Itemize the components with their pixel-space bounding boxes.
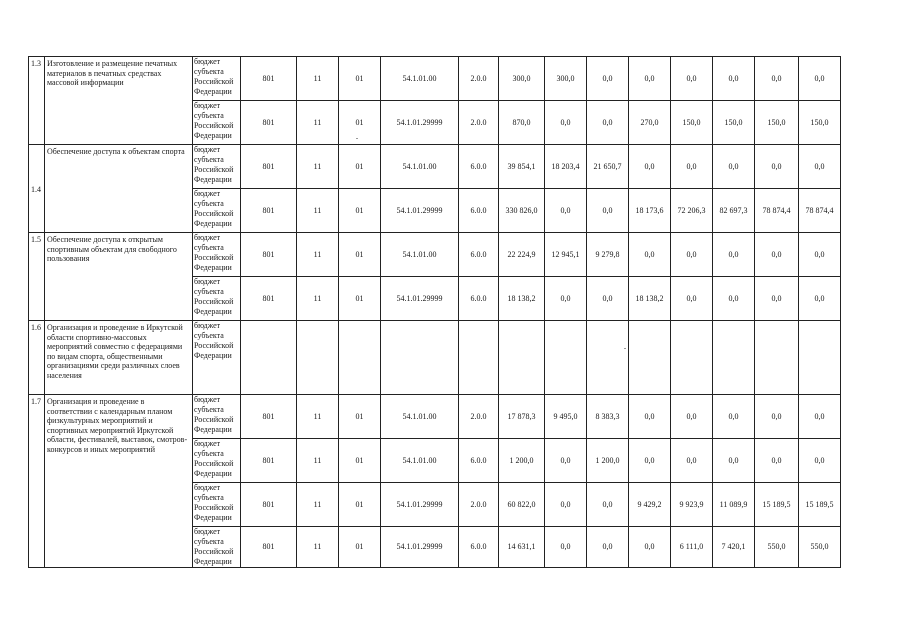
section-number: 1.6	[29, 321, 45, 395]
year-amount: 18 138,2	[629, 277, 671, 321]
target-article-code: 54.1.01.00	[381, 233, 459, 277]
total-amount: 330 826,0	[499, 189, 545, 233]
section-code: 11	[297, 145, 339, 189]
year-amount: 0,0	[629, 145, 671, 189]
section-number: 1.5	[29, 233, 45, 321]
year-amount: 0,0	[587, 527, 629, 568]
total-amount: 39 854,1	[499, 145, 545, 189]
subsection-code: 01	[339, 145, 381, 189]
year-amount: 0,0	[799, 395, 841, 439]
year-amount: 0,0	[587, 483, 629, 527]
expense-type-code: 2.0.0	[459, 483, 499, 527]
year-amount: 0,0	[713, 439, 755, 483]
year-amount: 78 874,4	[799, 189, 841, 233]
target-article-code: 54.1.01.00	[381, 439, 459, 483]
section-code: 11	[297, 439, 339, 483]
year-amount: 0,0	[713, 145, 755, 189]
target-article-code: 54.1.01.29999	[381, 277, 459, 321]
section-code	[297, 321, 339, 395]
year-amount: 72 206,3	[671, 189, 713, 233]
year-amount: 0,0	[629, 57, 671, 101]
year-amount	[671, 321, 713, 395]
year-amount: 0,0	[713, 277, 755, 321]
subsection-code: 01	[339, 439, 381, 483]
section-code: 11	[297, 395, 339, 439]
expense-type-code	[459, 321, 499, 395]
expense-type-code: 2.0.0	[459, 395, 499, 439]
year-amount: 0,0	[755, 145, 799, 189]
scan-speck	[356, 138, 358, 139]
table-row	[29, 57, 841, 101]
subsection-code: 01	[339, 57, 381, 101]
target-article-code: 54.1.01.29999	[381, 189, 459, 233]
year-amount: 0,0	[755, 439, 799, 483]
year-amount	[755, 321, 799, 395]
section-code: 11	[297, 189, 339, 233]
year-amount: 0,0	[713, 233, 755, 277]
target-article-code: 54.1.01.00	[381, 145, 459, 189]
total-amount: 14 631,1	[499, 527, 545, 568]
total-amount	[499, 321, 545, 395]
funding-source: бюджет субъекта Российской Федерации	[193, 321, 241, 395]
year-amount: 0,0	[755, 395, 799, 439]
expense-type-code: 6.0.0	[459, 189, 499, 233]
section-code: 11	[297, 101, 339, 145]
year-amount: 0,0	[545, 189, 587, 233]
section-code: 11	[297, 233, 339, 277]
section-title: Обеспечение доступа к открытым спортивным объектам для свободного пользования	[45, 233, 193, 321]
year-amount: 0,0	[799, 145, 841, 189]
year-amount	[545, 321, 587, 395]
year-amount: 1 200,0	[587, 439, 629, 483]
year-amount: 0,0	[755, 233, 799, 277]
grbs-code: 801	[241, 527, 297, 568]
year-amount: 0,0	[629, 395, 671, 439]
year-amount: 550,0	[799, 527, 841, 568]
year-amount: 0,0	[671, 395, 713, 439]
year-amount: 0,0	[799, 277, 841, 321]
year-amount: 0,0	[587, 189, 629, 233]
year-amount: 300,0	[545, 57, 587, 101]
subsection-code: 01	[339, 101, 381, 145]
table-body	[29, 57, 841, 568]
table-row	[29, 233, 841, 277]
year-amount: 21 650,7	[587, 145, 629, 189]
year-amount: 0,0	[587, 277, 629, 321]
funding-source: бюджет субъекта Российской Федерации	[193, 233, 241, 277]
table-row	[29, 321, 841, 395]
year-amount: 0,0	[671, 145, 713, 189]
total-amount: 1 200,0	[499, 439, 545, 483]
expense-type-code: 6.0.0	[459, 145, 499, 189]
grbs-code: 801	[241, 145, 297, 189]
section-number: 1.4	[29, 145, 45, 233]
year-amount: 150,0	[713, 101, 755, 145]
section-title: Организация и проведение в соответствии с календарным планом физкультурных мероприятий и спортивных мероприятий Иркутской области, фестивалей, выставок, смотров-конкурсов и иных мероприятий	[45, 395, 193, 568]
subsection-code: 01	[339, 527, 381, 568]
target-article-code: 54.1.01.00	[381, 57, 459, 101]
grbs-code: 801	[241, 395, 297, 439]
year-amount: 0,0	[629, 233, 671, 277]
expense-type-code: 6.0.0	[459, 439, 499, 483]
grbs-code: 801	[241, 277, 297, 321]
year-amount: 0,0	[545, 277, 587, 321]
year-amount: 0,0	[713, 57, 755, 101]
year-amount: 15 189,5	[755, 483, 799, 527]
year-amount: 0,0	[629, 527, 671, 568]
year-amount: 0,0	[587, 57, 629, 101]
section-code: 11	[297, 527, 339, 568]
funding-source: бюджет субъекта Российской Федерации	[193, 483, 241, 527]
year-amount: 18 173,6	[629, 189, 671, 233]
total-amount: 300,0	[499, 57, 545, 101]
funding-source: бюджет субъекта Российской Федерации	[193, 277, 241, 321]
grbs-code: 801	[241, 189, 297, 233]
year-amount: 0,0	[545, 439, 587, 483]
total-amount: 870,0	[499, 101, 545, 145]
year-amount: 9 923,9	[671, 483, 713, 527]
year-amount: 0,0	[713, 395, 755, 439]
expense-type-code: 2.0.0	[459, 101, 499, 145]
year-amount: 270,0	[629, 101, 671, 145]
year-amount: 8 383,3	[587, 395, 629, 439]
expense-type-code: 6.0.0	[459, 233, 499, 277]
section-number: 1.7	[29, 395, 45, 568]
year-amount: 11 089,9	[713, 483, 755, 527]
target-article-code	[381, 321, 459, 395]
year-amount: 9 429,2	[629, 483, 671, 527]
section-code: 11	[297, 277, 339, 321]
year-amount: 0,0	[545, 101, 587, 145]
expense-type-code: 6.0.0	[459, 277, 499, 321]
target-article-code: 54.1.01.29999	[381, 483, 459, 527]
grbs-code: 801	[241, 101, 297, 145]
funding-source: бюджет субъекта Российской Федерации	[193, 439, 241, 483]
year-amount: 150,0	[671, 101, 713, 145]
year-amount: 12 945,1	[545, 233, 587, 277]
total-amount: 17 878,3	[499, 395, 545, 439]
subsection-code: 01	[339, 395, 381, 439]
total-amount: 18 138,2	[499, 277, 545, 321]
grbs-code: 801	[241, 233, 297, 277]
grbs-code	[241, 321, 297, 395]
year-amount: 150,0	[799, 101, 841, 145]
year-amount: 82 697,3	[713, 189, 755, 233]
grbs-code: 801	[241, 57, 297, 101]
grbs-code: 801	[241, 483, 297, 527]
year-amount: 0,0	[671, 57, 713, 101]
year-amount: 0,0	[755, 277, 799, 321]
funding-source: бюджет субъекта Российской Федерации	[193, 395, 241, 439]
year-amount: 15 189,5	[799, 483, 841, 527]
budget-table	[28, 56, 841, 568]
section-code: 11	[297, 483, 339, 527]
year-amount: 0,0	[799, 233, 841, 277]
year-amount: 9 279,8	[587, 233, 629, 277]
year-amount: 18 203,4	[545, 145, 587, 189]
target-article-code: 54.1.01.29999	[381, 527, 459, 568]
target-article-code: 54.1.01.00	[381, 395, 459, 439]
year-amount	[799, 321, 841, 395]
grbs-code: 801	[241, 439, 297, 483]
total-amount: 22 224,9	[499, 233, 545, 277]
subsection-code	[339, 321, 381, 395]
section-code: 11	[297, 57, 339, 101]
year-amount: 0,0	[799, 439, 841, 483]
subsection-code: 01	[339, 277, 381, 321]
year-amount	[713, 321, 755, 395]
table-row	[29, 145, 841, 189]
year-amount: 0,0	[799, 57, 841, 101]
scan-speck	[624, 348, 626, 349]
year-amount: 0,0	[671, 277, 713, 321]
funding-source: бюджет субъекта Российской Федерации	[193, 189, 241, 233]
expense-type-code: 2.0.0	[459, 57, 499, 101]
target-article-code: 54.1.01.29999	[381, 101, 459, 145]
year-amount: 0,0	[545, 527, 587, 568]
funding-source: бюджет субъекта Российской Федерации	[193, 527, 241, 568]
year-amount: 150,0	[755, 101, 799, 145]
year-amount	[587, 321, 629, 395]
year-amount: 7 420,1	[713, 527, 755, 568]
section-title: Организация и проведение в Иркутской области спортивно-массовых мероприятий совместно с федерациями по видам спорта, общественными организациями среди различных слоев населения	[45, 321, 193, 395]
year-amount: 9 495,0	[545, 395, 587, 439]
expense-type-code: 6.0.0	[459, 527, 499, 568]
year-amount	[629, 321, 671, 395]
funding-source: бюджет субъекта Российской Федерации	[193, 57, 241, 101]
year-amount: 0,0	[755, 57, 799, 101]
section-title: Изготовление и размещение печатных материалов в печатных средствах массовой информации	[45, 57, 193, 145]
subsection-code: 01	[339, 483, 381, 527]
year-amount: 0,0	[587, 101, 629, 145]
year-amount: 78 874,4	[755, 189, 799, 233]
year-amount: 0,0	[545, 483, 587, 527]
year-amount: 550,0	[755, 527, 799, 568]
total-amount: 60 822,0	[499, 483, 545, 527]
funding-source: бюджет субъекта Российской Федерации	[193, 101, 241, 145]
section-title: Обеспечение доступа к объектам спорта	[45, 145, 193, 233]
year-amount: 6 111,0	[671, 527, 713, 568]
year-amount: 0,0	[629, 439, 671, 483]
year-amount: 0,0	[671, 233, 713, 277]
table-row	[29, 395, 841, 439]
subsection-code: 01	[339, 189, 381, 233]
section-number: 1.3	[29, 57, 45, 145]
funding-source: бюджет субъекта Российской Федерации	[193, 145, 241, 189]
subsection-code: 01	[339, 233, 381, 277]
year-amount: 0,0	[671, 439, 713, 483]
